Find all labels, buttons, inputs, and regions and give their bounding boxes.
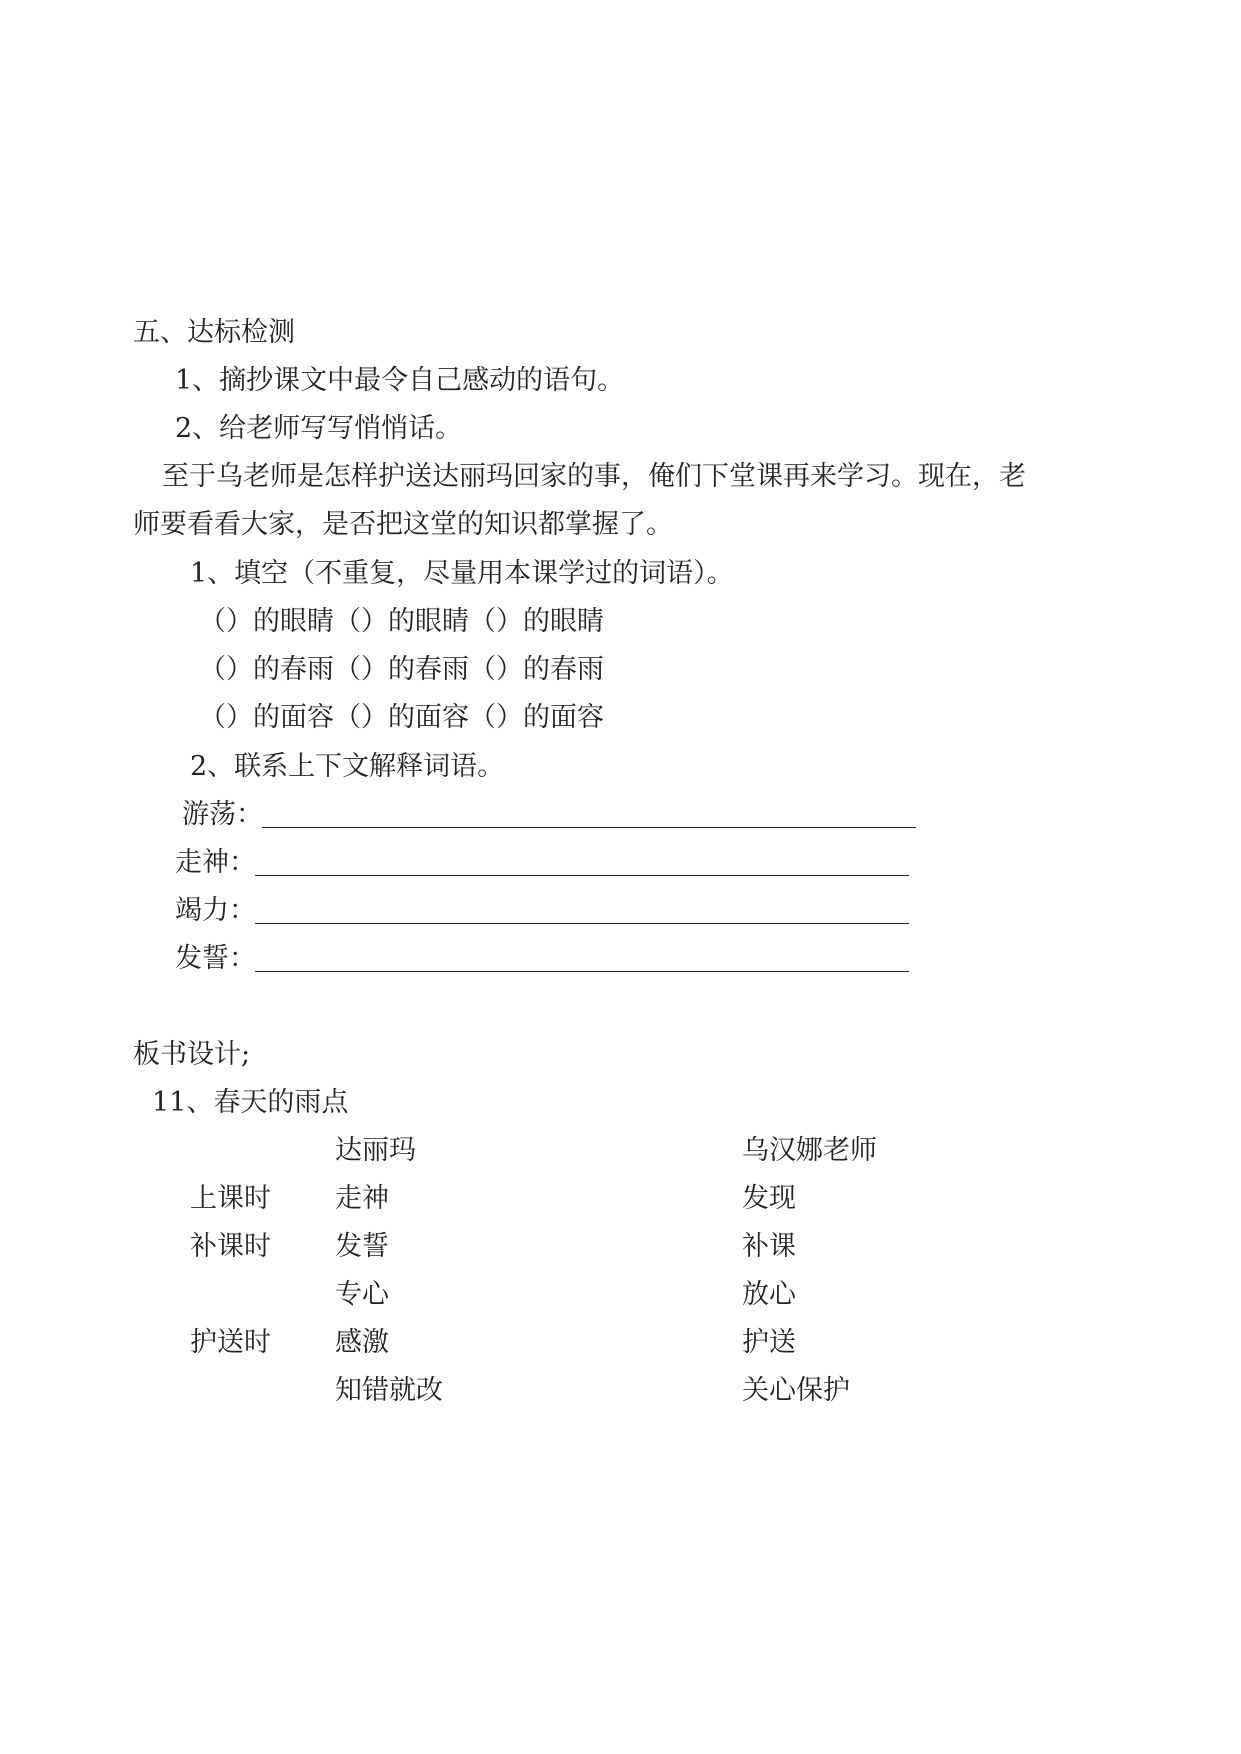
answer-line[interactable] bbox=[255, 923, 909, 924]
vocab-label: 发誓： bbox=[175, 943, 256, 974]
question-1: 1、填空（不重复，尽量用本课学过的词语）。 bbox=[190, 558, 734, 589]
right-cell: 补课 bbox=[742, 1231, 796, 1262]
col-head-right: 乌汉娜老师 bbox=[742, 1135, 877, 1166]
vocab-label: 竭力： bbox=[175, 895, 256, 926]
item-2: 2、给老师写写悄悄话。 bbox=[175, 413, 463, 444]
fill-row: （）的眼睛（）的眼睛（）的眼睛 bbox=[199, 606, 604, 637]
left-cell: 感激 bbox=[335, 1327, 389, 1358]
question-2: 2、联系上下文解释词语。 bbox=[190, 751, 505, 782]
paragraph-line-2: 师要看看大家，是否把这堂的知识都掌握了。 bbox=[133, 509, 673, 540]
right-cell: 护送 bbox=[742, 1327, 796, 1358]
section-heading: 五、达标检测 bbox=[133, 317, 295, 348]
stage-label: 护送时 bbox=[190, 1327, 271, 1358]
left-cell: 专心 bbox=[335, 1279, 389, 1310]
stage-label: 上课时 bbox=[190, 1183, 271, 1214]
fill-row: （）的面容（）的面容（）的面容 bbox=[199, 702, 604, 733]
left-cell: 知错就改 bbox=[335, 1375, 443, 1406]
item-1: 1、摘抄课文中最令自己感动的语句。 bbox=[175, 365, 625, 396]
vocab-label: 走神： bbox=[175, 847, 256, 878]
col-head-left: 达丽玛 bbox=[335, 1135, 416, 1166]
right-cell: 放心 bbox=[742, 1279, 796, 1310]
answer-line[interactable] bbox=[255, 875, 909, 876]
left-cell: 走神 bbox=[335, 1183, 389, 1214]
vocab-label: 游荡： bbox=[182, 799, 263, 830]
fill-row: （）的春雨（）的春雨（）的春雨 bbox=[199, 654, 604, 685]
stage-label: 补课时 bbox=[190, 1231, 271, 1262]
paragraph-line-1: 至于乌老师是怎样护送达丽玛回家的事，俺们下堂课再来学习。现在，老 bbox=[162, 461, 1026, 492]
left-cell: 发誓 bbox=[335, 1231, 389, 1262]
answer-line[interactable] bbox=[255, 971, 909, 972]
board-heading: 板书设计; bbox=[133, 1039, 251, 1070]
answer-line[interactable] bbox=[262, 827, 916, 828]
right-cell: 关心保护 bbox=[742, 1375, 850, 1406]
right-cell: 发现 bbox=[742, 1183, 796, 1214]
board-title: 11、春天的雨点 bbox=[152, 1087, 349, 1118]
